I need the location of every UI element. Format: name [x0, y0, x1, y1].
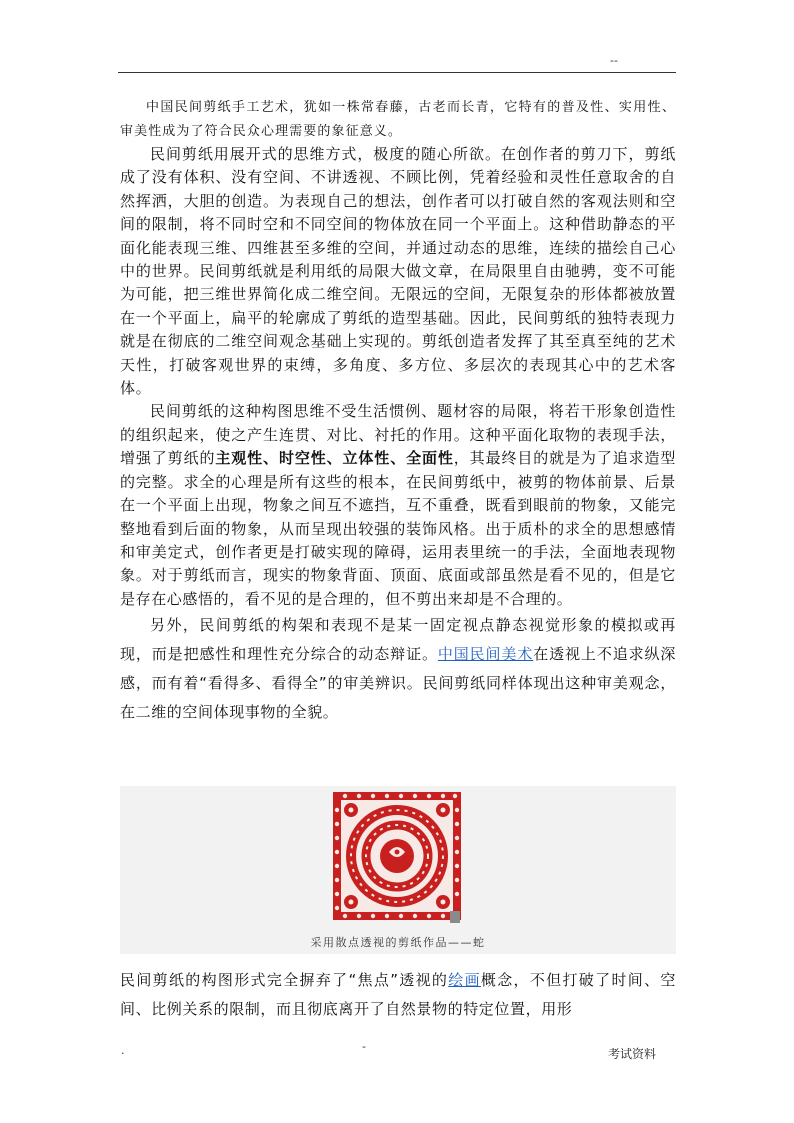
- painting-link[interactable]: 绘画: [448, 971, 481, 989]
- snake-papercut-image: [331, 790, 463, 926]
- paragraph-aesthetic-text-1: 另外，民间剪纸的构架和表现不是某一固定视点静态视觉形象的模拟或再现，而是把感性和理性充分综合的动态辩证。: [120, 616, 676, 664]
- paragraph-composition-text-1: 民间剪纸的这种构图思维不受生活惯例、题材容的局限，将若干形象创造性的组织起来，使之产生连贯、对比、衬托的作用。这种平面化取物的表现手法，增强了剪纸的: [120, 402, 676, 468]
- footer-left-mark: .: [121, 1044, 125, 1057]
- paragraph-composition-form-text-1: 民间剪纸的构图形式完全摒弃了“焦点”透视的: [120, 971, 449, 989]
- figure-caption: 采用散点透视的剪纸作品——蛇: [310, 936, 486, 949]
- article-body: [120, 96, 676, 727]
- paragraph-composition-bold: 主观性、时空性、立体性、全面性: [215, 449, 454, 468]
- paragraph-aesthetic: [120, 611, 676, 727]
- paragraph-aesthetic-text-2: 在透视上不追求纵深感，而有着“看得多、看得全”的审美辨识。民间剪纸同样体现出这种审美观念，在二维的空间体现事物的全貌。: [120, 645, 676, 722]
- paragraph-composition: [120, 400, 676, 611]
- paragraph-composition-form: [120, 966, 676, 1024]
- header-mark: --: [610, 54, 618, 67]
- paragraph-composition-form-text-2: 概念，不但打破了时间、空间、比例关系的限制，而且彻底离开了自然景物的特定位置，用形: [120, 971, 676, 1018]
- papercut-figure: [120, 786, 676, 954]
- paragraph-intro: 中国民间剪纸手工艺术，犹如一株常春藤，古老而长青，它特有的普及性、实用性、审美性成为了符合民众心理需要的象征意义。: [120, 100, 676, 139]
- folk-art-link[interactable]: 中国民间美术: [437, 645, 534, 664]
- footer-page-mark: -: [362, 1040, 366, 1053]
- paragraph-composition-text-2: ，其最终目的就是为了追求造型的完整。求全的心理是所有这些的根本，在民间剪纸中，被剪的物体前景、后景在一个平面上出现，物象之间互不遮挡，互不重叠，既看到眼前的物象，又能完整地看到后面的物象，从而呈现出较强的装饰风格。出于质朴的求全的思想感情和审美定式，创作者更是打破实现的障碍，运用表里统一的手法，全面地表现物象。对于剪纸而言，现实的物象背面、顶面、底面或部虽然是看不见的，但是它是存在心感悟的，看不见的是合理的，但不剪出来却是不合理的。: [120, 449, 676, 608]
- article-body-continued: [120, 966, 676, 1024]
- header-rule: [118, 72, 676, 73]
- footer-label: 考试资料: [608, 1047, 657, 1061]
- paragraph-thinking: 民间剪纸用展开式的思维方式，极度的随心所欲。在创作者的剪刀下，剪纸成了没有体积、没有空间、不讲透视、不顾比例，凭着经验和灵性任意取舍的自然挥洒，大胆的创造。为表现自己的想法，创作者可以打破自然的客观法则和空间的限制，将不同时空和不同空间的物体放在同一个平面上。这种借助静态的平面化能表现三维、四维甚至多维的空间，并通过动态的思维，连续的描绘自己心中的世界。民间剪纸就是利用纸的局限大做文章，在局限里自由驰骋，变不可能为可能，把三维世界简化成二维空间。无限远的空间，无限复杂的形体都被放置在一个平面上，扁平的轮廓成了剪纸的造型基础。因此，民间剪纸的独特表现力就是在彻底的二维空间观念基础上实现的。剪纸创造者发挥了其至真至纯的艺术天性，打破客观世界的束缚，多角度、多方位、多层次的表现其心中的艺术客体。: [120, 145, 676, 398]
